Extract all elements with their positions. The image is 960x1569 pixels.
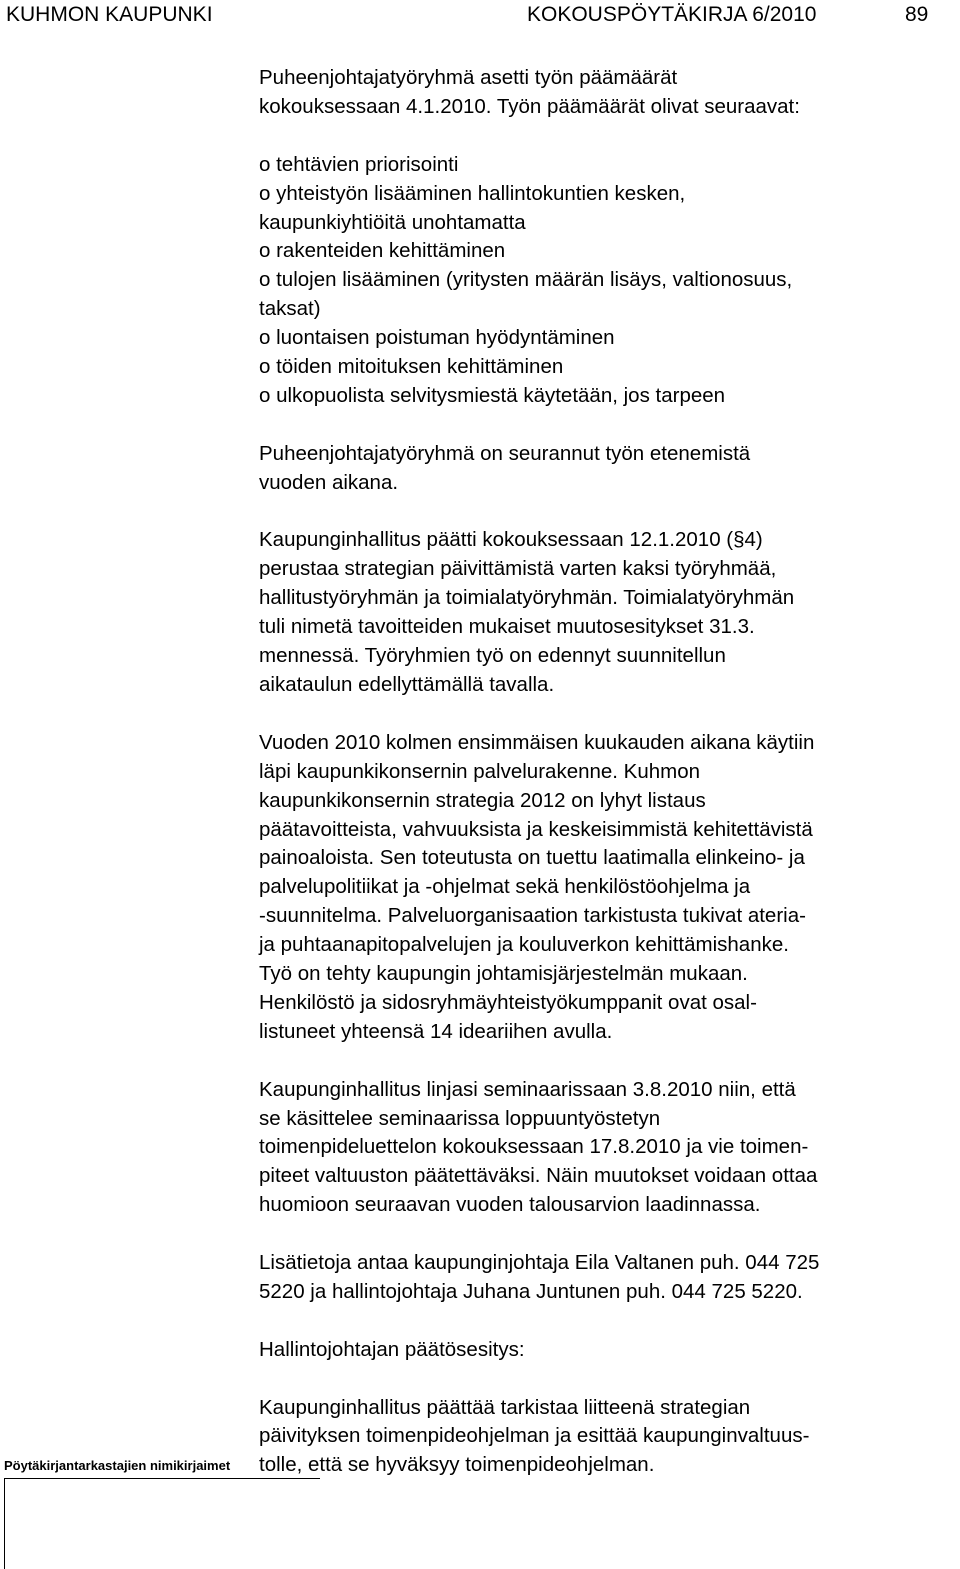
- text-line: Kaupunginhallitus linjasi seminaarissaan 3.8.2010 niin, että: [259, 1077, 796, 1101]
- header-organization: KUHMON KAUPUNKI: [6, 3, 213, 26]
- text-line: Puheenjohtajatyöryhmä on seurannut työn etenemistä: [259, 441, 751, 465]
- text-line: päivityksen toimenpideohjelman ja esittää kaupunginvaltuus-: [259, 1424, 810, 1448]
- text-line: -suunnitelma. Palveluorganisaation tarkistusta tukivat ateria-: [259, 904, 806, 928]
- text-line: o luontaisen poistuman hyödyntäminen: [259, 326, 615, 350]
- paragraph: [259, 151, 959, 411]
- text-line: tuli nimetä tavoitteiden mukaiset muutosesitykset 31.3.: [259, 615, 755, 639]
- text-line: mennessä. Työryhmien työ on edennyt suunnitellun: [259, 644, 726, 668]
- text-line: piteet valtuuston päätettäväksi. Näin muutokset voidaan ottaa: [259, 1164, 818, 1188]
- text-line: vuoden aikana.: [259, 470, 399, 494]
- paragraph: [259, 526, 959, 699]
- paragraph: [259, 64, 959, 122]
- document-body: [259, 64, 959, 1509]
- text-line: kokouksessaan 4.1.2010. Työn päämäärät olivat seuraavat:: [259, 94, 800, 118]
- text-line: perustaa strategian päivittämistä varten kaksi työryhmää,: [259, 557, 777, 581]
- text-line: Hallintojohtajan päätösesitys:: [259, 1337, 525, 1361]
- text-line: päätavoitteista, vahvuuksista ja keskeisimmistä kehitettävistä: [259, 817, 813, 841]
- text-line: Puheenjohtajatyöryhmä asetti työn päämäärät: [259, 66, 678, 89]
- header-document-title: KOKOUSPÖYTÄKIRJA 6/2010: [527, 3, 817, 26]
- paragraph: [259, 1394, 959, 1481]
- signature-label: Pöytäkirjantarkastajien nimikirjaimet: [4, 1458, 231, 1473]
- text-line: ja puhtaanapitopalvelujen ja kouluverkon kehittämishanke.: [259, 933, 789, 957]
- text-line: palvelupolitiikat ja -ohjelmat sekä henkilöstöohjelma ja: [259, 875, 751, 899]
- text-line: o ulkopuolista selvitysmiestä käytetään, jos tarpeen: [259, 383, 726, 407]
- text-line: Lisätietoja antaa kaupunginjohtaja Eila Valtanen puh. 044 725: [259, 1251, 820, 1275]
- text-line: hallitustyöryhmän ja toimialatyöryhmän. Toimialatyöryhmän: [259, 586, 795, 610]
- text-line: o töiden mitoituksen kehittäminen: [259, 355, 564, 379]
- signature-box-top-border: [4, 1478, 320, 1479]
- paragraph: [259, 729, 959, 1047]
- text-line: toimenpideluettelon kokouksessaan 17.8.2010 ja vie toimen-: [259, 1135, 809, 1159]
- text-line: 5220 ja hallintojohtaja Juhana Juntunen puh. 044 725 5220.: [259, 1279, 803, 1303]
- text-line: tolle, että se hyväksyy toimenpideohjelman.: [259, 1453, 655, 1477]
- text-line: Kaupunginhallitus päättää tarkistaa liitteenä strategian: [259, 1395, 751, 1419]
- text-line: taksat): [259, 297, 321, 321]
- header-page-number: 89: [905, 3, 929, 26]
- text-line: läpi kaupunkikonsernin palvelurakenne. Kuhmon: [259, 759, 701, 783]
- text-line: Vuoden 2010 kolmen ensimmäisen kuukauden aikana käytiin: [259, 730, 815, 754]
- text-line: painoaloista. Sen toteutusta on tuettu laatimalla elinkeino- ja: [259, 846, 805, 870]
- paragraph: [259, 440, 959, 498]
- text-line: huomioon seuraavan vuoden talousarvion laadinnassa.: [259, 1193, 761, 1217]
- paragraph: [259, 1249, 959, 1307]
- text-line: Työ on tehty kaupungin johtamisjärjestelmän mukaan.: [259, 962, 748, 986]
- signature-box-left-border: [4, 1478, 5, 1569]
- text-line: kaupunkikonsernin strategia 2012 on lyhyt listaus: [259, 788, 706, 812]
- text-line: Kaupunginhallitus päätti kokouksessaan 12.1.2010 (§4): [259, 528, 763, 552]
- paragraph: [259, 1076, 959, 1221]
- text-line: Henkilöstö ja sidosryhmäyhteistyökumppanit ovat osal-: [259, 990, 757, 1014]
- text-line: o rakenteiden kehittäminen: [259, 239, 506, 263]
- text-line: listuneet yhteensä 14 ideariihen avulla.: [259, 1019, 613, 1043]
- text-line: se käsittelee seminaarissa loppuuntyöstetyn: [259, 1106, 661, 1130]
- text-line: aikataulun edellyttämällä tavalla.: [259, 672, 555, 696]
- text-line: o yhteistyön lisääminen hallintokuntien kesken,: [259, 181, 686, 205]
- text-line: o tehtävien priorisointi: [259, 152, 459, 176]
- text-line: o tulojen lisääminen (yritysten määrän lisäys, valtionosuus,: [259, 268, 793, 292]
- text-line: kaupunkiyhtiöitä unohtamatta: [259, 210, 526, 234]
- paragraph: [259, 1336, 959, 1365]
